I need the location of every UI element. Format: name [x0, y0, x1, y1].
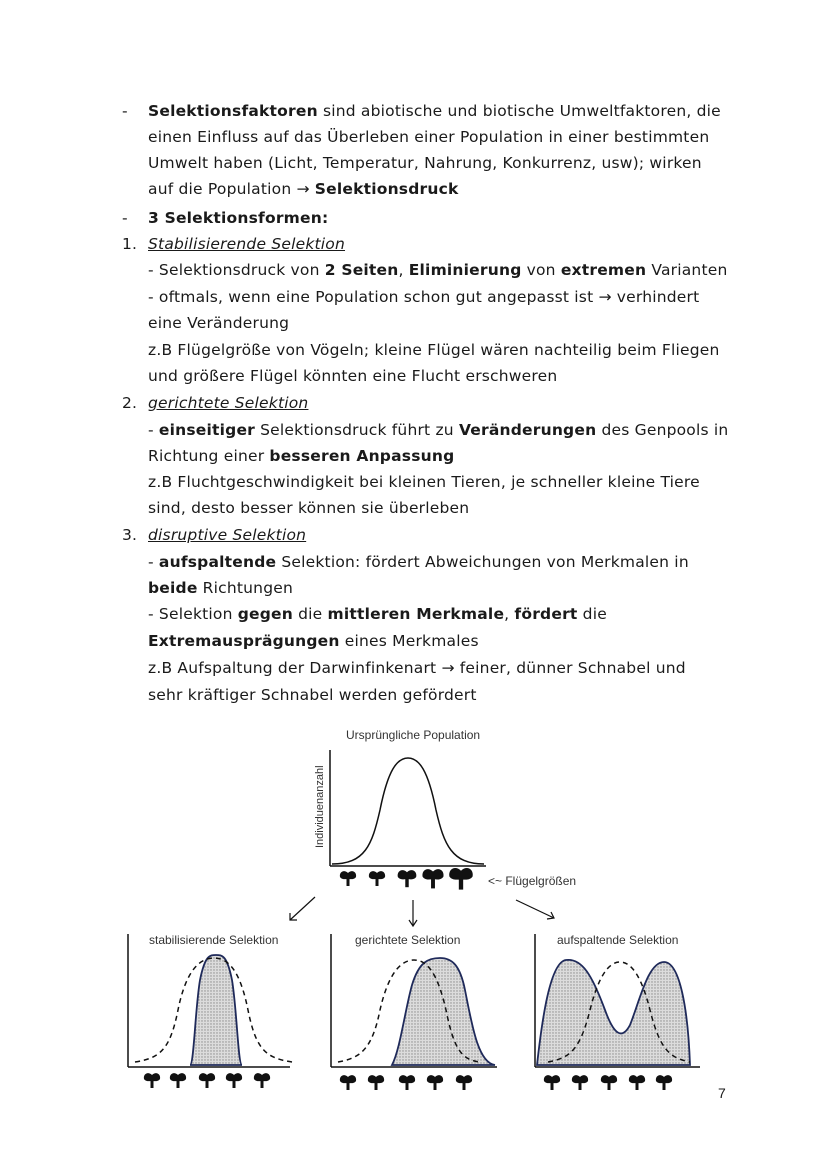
bold-term: aufspaltende	[158, 553, 277, 571]
section-heading: 3 Selektionsformen:	[148, 209, 329, 227]
y-axis-label: Individuenanzahl	[314, 765, 326, 848]
arrows	[290, 897, 554, 926]
wing-icon	[368, 1075, 384, 1090]
x-axis-label: <~ Flügelgrößen	[488, 874, 577, 888]
top-chart-title: Ursprüngliche Population	[346, 728, 481, 742]
paragraph-line: z.B Aufspaltung der Darwinfinkenart → feiner, dünner Schnabel und	[148, 659, 686, 677]
paragraph-line	[148, 100, 721, 122]
text-run: Richtungen	[197, 579, 294, 597]
paragraph-line: einen Einfluss auf das Überleben einer Population in einer bestimmten	[148, 128, 710, 146]
wing-icon	[199, 1073, 215, 1088]
paragraph-line	[148, 178, 459, 200]
bold-term: Selektionsfaktoren	[148, 102, 318, 120]
wing-icon	[369, 871, 385, 886]
wing-icon	[399, 1075, 415, 1090]
text-run: ,	[398, 261, 409, 279]
bullet-dash: -	[122, 102, 128, 120]
panel-directional	[331, 933, 497, 1090]
wing-icon	[427, 1075, 443, 1090]
panel-disruptive	[535, 933, 700, 1090]
paragraph-line: eine Veränderung	[148, 314, 290, 332]
list-number: 2.	[122, 394, 138, 412]
wing-icon	[226, 1073, 242, 1088]
paragraph-line	[148, 419, 728, 441]
wing-icon	[340, 1075, 356, 1090]
wing-icon	[144, 1073, 160, 1088]
text-run: die	[292, 605, 328, 623]
wing-icon	[340, 871, 356, 886]
wing-icon	[456, 1075, 472, 1090]
wing-icon	[572, 1075, 588, 1090]
paragraph-line: sind, desto besser können sie überleben	[148, 499, 470, 517]
bold-term: Eliminierung	[408, 261, 522, 279]
text-run: Selektion: fördert Abweichungen von Merkmalen in	[276, 553, 689, 571]
original-population-curve	[332, 758, 484, 864]
bold-term: Extremausprägungen	[148, 632, 340, 650]
text-run: -	[148, 421, 159, 439]
text-run: -	[148, 553, 159, 571]
bold-term: extremen	[560, 261, 647, 279]
text-run: ,	[504, 605, 515, 623]
panel-stabilizing	[128, 933, 292, 1088]
selection-figure	[0, 715, 828, 1115]
text-run: Varianten	[646, 261, 728, 279]
selected-distribution	[537, 960, 690, 1065]
subsection-title: disruptive Selektion	[148, 526, 307, 544]
bullet-dash: -	[122, 209, 128, 227]
paragraph-line: und größere Flügel könnten eine Flucht erschweren	[148, 367, 558, 385]
bold-term: 2 Seiten	[324, 261, 399, 279]
bold-term: einseitiger	[158, 421, 256, 439]
wing-icon	[254, 1073, 270, 1088]
bold-term: fördert	[514, 605, 578, 623]
subsection-title: Stabilisierende Selektion	[148, 235, 346, 253]
paragraph-line	[148, 577, 293, 599]
list-number: 3.	[122, 526, 138, 544]
wing-icon	[544, 1075, 560, 1090]
selected-distribution	[190, 955, 242, 1065]
page-number: 7	[718, 1085, 726, 1101]
paragraph-line: z.B Fluchtgeschwindigkeit bei kleinen Tieren, je schneller kleine Tiere	[148, 473, 700, 491]
paragraph-line: sehr kräftiger Schnabel werden gefördert	[148, 686, 477, 704]
wing-icon	[656, 1075, 672, 1090]
panel-title: stabilisierende Selektion	[149, 933, 279, 947]
subsection-title: gerichtete Selektion	[148, 394, 309, 412]
paragraph-line	[148, 630, 479, 652]
wing-icon	[422, 869, 443, 888]
paragraph-line: - oftmals, wenn eine Population schon gut angepasst ist → verhindert	[148, 288, 700, 306]
bold-term: beide	[148, 579, 198, 597]
paragraph-line	[148, 603, 607, 625]
paragraph-line	[148, 445, 454, 467]
bold-term: Veränderungen	[458, 421, 597, 439]
wing-icon	[601, 1075, 617, 1090]
wing-size-icons-top	[340, 868, 473, 890]
bold-term: mittleren Merkmale	[327, 605, 505, 623]
text-run: Selektionsdruck führt zu	[255, 421, 459, 439]
arrow-left-icon	[290, 897, 315, 920]
bold-term: besseren Anpassung	[269, 447, 455, 465]
text-run: von	[521, 261, 561, 279]
paragraph-line	[148, 259, 727, 281]
text-run: Richtung einer	[148, 447, 270, 465]
paragraph-line: Umwelt haben (Licht, Temperatur, Nahrung, Konkurrenz, usw); wirken	[148, 154, 702, 172]
wing-icon	[629, 1075, 645, 1090]
wing-icon	[170, 1073, 186, 1088]
panel-title: gerichtete Selektion	[355, 933, 461, 947]
text-run: - Selektionsdruck von	[148, 261, 325, 279]
text-run: des Genpools in	[596, 421, 729, 439]
list-number: 1.	[122, 235, 138, 253]
bold-term: Selektionsdruck	[314, 180, 459, 198]
panel-title: aufspaltende Selektion	[557, 933, 679, 947]
text-run: auf die Population →	[148, 180, 315, 198]
wing-icon	[449, 868, 473, 890]
arrow-right-icon	[516, 900, 554, 918]
bold-term: gegen	[237, 605, 293, 623]
paragraph-line: z.B Flügelgröße von Vögeln; kleine Flügel wären nachteilig beim Fliegen	[148, 341, 720, 359]
text-run: sind abiotische und biotische Umweltfaktoren, die	[317, 102, 721, 120]
text-run: die	[577, 605, 607, 623]
paragraph-line	[148, 551, 689, 573]
selected-distribution	[392, 958, 495, 1065]
wing-icon	[398, 870, 417, 887]
text-run: eines Merkmales	[339, 632, 479, 650]
text-run: - Selektion	[148, 605, 238, 623]
